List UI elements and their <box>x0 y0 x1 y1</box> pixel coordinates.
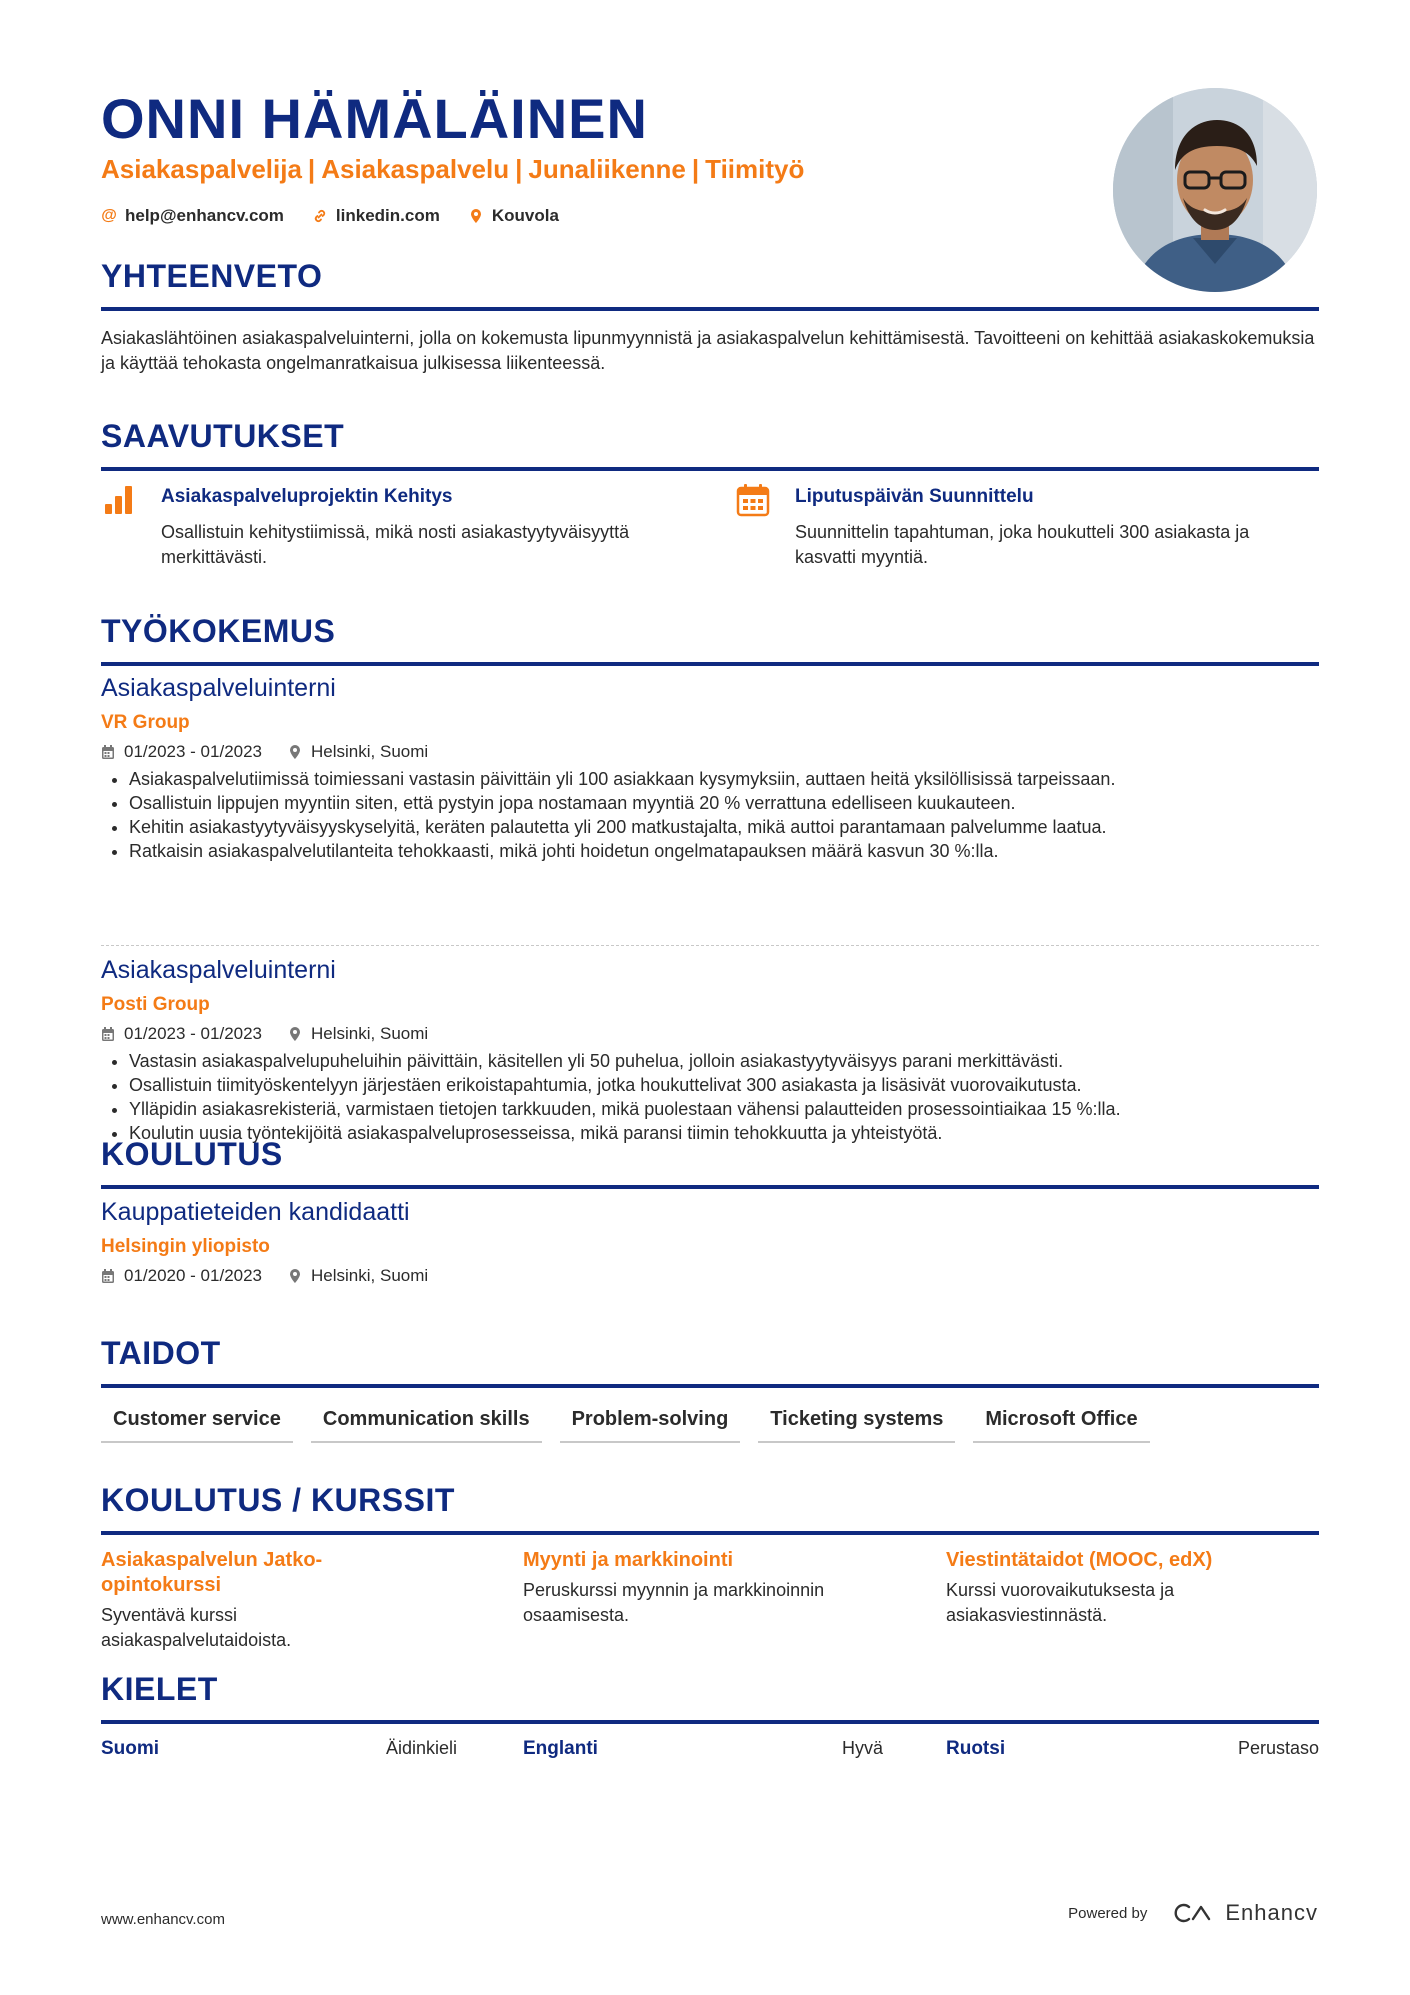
language-level: Äidinkieli <box>385 1738 457 1758</box>
course-description: Kurssi vuorovaikutuksesta ja asiakasviestinnästä. <box>946 1580 1175 1625</box>
language-level: Hyvä <box>841 1738 883 1758</box>
achievement-description: Osallistuin kehitystiimissä, mikä nosti asiakastyytyväisyyttä merkittävästi. <box>161 522 630 567</box>
job-bullets <box>101 767 1319 863</box>
headline <box>101 154 804 185</box>
skill-tag: Communication skills <box>311 1408 542 1443</box>
linkedin-text: linkedin.com <box>335 206 440 225</box>
headline-part: Asiakaspalvelu <box>321 154 510 184</box>
degree-title: Kauppatieteiden kandidaatti <box>101 1198 410 1226</box>
job-dates <box>101 1023 262 1045</box>
education-location <box>288 1265 428 1287</box>
job-location <box>288 1023 428 1045</box>
map-pin-icon <box>468 208 484 224</box>
section-divider <box>101 1720 1319 1724</box>
section-title-skills: TAIDOT <box>101 1335 221 1371</box>
job-meta <box>101 741 1319 763</box>
skill-tag: Ticketing systems <box>758 1408 955 1443</box>
language-item <box>946 1738 1319 1760</box>
job-bullet: • Koulutin uusia työntekijöitä asiakaspalveluprosesseissa, mikä paransi tiimin tehokkuutta ja yhteistyötä. <box>129 1121 1319 1145</box>
education-dates-text: 01/2020 - 01/2023 <box>124 1266 263 1285</box>
map-pin-icon <box>288 1268 302 1284</box>
contact-email[interactable] <box>101 206 284 226</box>
section-title-summary: YHTEENVETO <box>101 258 323 294</box>
link-icon <box>312 208 328 224</box>
job-title: Asiakaspalveluinterni <box>101 956 336 984</box>
headline-separator: | <box>307 154 316 184</box>
contact-linkedin[interactable] <box>312 206 440 226</box>
profile-photo <box>1113 88 1317 292</box>
job-company: Posti Group <box>101 994 210 1015</box>
calendar-icon <box>101 1268 115 1284</box>
bar-chart-icon <box>101 482 137 518</box>
brand-name: Enhancv <box>1225 1900 1318 1925</box>
headline-part: Asiakaspalvelija <box>101 154 302 184</box>
section-divider <box>101 467 1319 471</box>
enhancv-logo[interactable] <box>1171 1900 1318 1926</box>
language-level: Perustaso <box>1237 1738 1319 1758</box>
job-entry <box>101 955 1319 1145</box>
section-divider <box>101 1531 1319 1535</box>
calendar-icon <box>101 744 115 760</box>
job-location-text: Helsinki, Suomi <box>311 742 429 761</box>
job-company: VR Group <box>101 712 190 733</box>
skill-tag: Microsoft Office <box>973 1408 1149 1443</box>
powered-by-text: Powered by <box>1068 1904 1148 1922</box>
job-meta <box>101 1023 1319 1045</box>
calendar-icon <box>101 1026 115 1042</box>
course-item <box>523 1548 893 1628</box>
section-divider <box>101 307 1319 311</box>
achievement-description: Suunnittelin tapahtuman, joka houkutteli 300 asiakasta ja kasvatti myyntiä. <box>795 522 1250 567</box>
language-name: Suomi <box>101 1738 160 1759</box>
language-item <box>101 1738 457 1760</box>
candidate-name: ONNI HÄMÄLÄINEN <box>101 87 648 150</box>
location-text: Kouvola <box>491 206 559 225</box>
at-icon: @ <box>101 207 117 224</box>
contact-list <box>101 206 559 226</box>
course-title: Viestintätaidot (MOOC, edX) <box>946 1549 1213 1571</box>
section-title-experience: TYÖKOKEMUS <box>101 613 336 649</box>
course-item <box>946 1548 1246 1628</box>
education-location-text: Helsinki, Suomi <box>311 1266 429 1285</box>
job-title: Asiakaspalveluinterni <box>101 674 336 702</box>
section-divider <box>101 1185 1319 1189</box>
section-title-achievements: SAAVUTUKSET <box>101 418 345 454</box>
skill-tag: Customer service <box>101 1408 293 1443</box>
footer-website[interactable]: www.enhancv.com <box>101 1911 225 1928</box>
achievement-title: Asiakaspalveluprojektin Kehitys <box>161 486 453 507</box>
headline-part: Tiimityö <box>705 154 805 184</box>
headline-separator: | <box>515 154 523 184</box>
education-entry <box>101 1197 1319 1287</box>
map-pin-icon <box>288 744 302 760</box>
job-bullet: • Vastasin asiakaspalvelupuheluihin päivittäin, käsitellen yli 50 puhelua, jolloin asiakastyytyväisyys parani merkittävästi. <box>129 1049 1319 1073</box>
language-item <box>523 1738 883 1760</box>
headline-part: Junaliikenne <box>528 154 686 184</box>
language-name: Englanti <box>523 1738 598 1759</box>
education-meta <box>101 1265 1319 1287</box>
contact-location <box>468 206 559 226</box>
job-dates-text: 01/2023 - 01/2023 <box>124 1024 263 1043</box>
job-bullets <box>101 1049 1319 1145</box>
section-divider <box>101 662 1319 666</box>
job-dates-text: 01/2023 - 01/2023 <box>124 742 263 761</box>
job-bullet: • Ratkaisin asiakaspalvelutilanteita tehokkaasti, mikä johti hoidetun ongelmatapauksen määrä kasvun 30 %:lla. <box>129 839 1319 863</box>
course-title: Asiakaspalvelun Jatko-opintokurssi <box>101 1549 323 1596</box>
job-bullet: • Kehitin asiakastyytyväisyyskyselyitä, keräten palautetta yli 200 matkustajalta, mikä auttoi parantamaan palvelumme laatua. <box>129 815 1319 839</box>
profile-photo-illustration <box>1113 88 1317 292</box>
achievement-title: Liputuspäivän Suunnittelu <box>795 486 1034 507</box>
job-entry <box>101 673 1319 863</box>
section-title-languages: KIELET <box>101 1671 218 1707</box>
section-divider <box>101 1384 1319 1388</box>
job-bullet: • Osallistuin lippujen myyntiin siten, että pystyin jopa nostamaan myyntiä 20 % verrattuna edelliseen kuukauteen. <box>129 791 1319 815</box>
school-name: Helsingin yliopisto <box>101 1236 270 1257</box>
course-item <box>101 1548 371 1653</box>
job-location-text: Helsinki, Suomi <box>311 1024 429 1043</box>
footer-branding <box>1068 1900 1318 1926</box>
summary-text: Asiakaslähtöinen asiakaspalveluinterni, jolla on kokemusta lipunmyynnistä ja asiakaspalvelun kehittämisestä. Tavoitteeni on kehittää asiakaskokemuksia ja käyttää tehokasta ongelmanratkaisua julkisessa liikenteessä. <box>101 328 1315 373</box>
calendar-icon <box>735 482 771 518</box>
job-location <box>288 741 428 763</box>
email-text: help@enhancv.com <box>125 206 284 225</box>
headline-separator: | <box>691 154 700 184</box>
course-title: Myynti ja markkinointi <box>523 1549 734 1571</box>
job-bullet: • Osallistuin tiimityöskentelyyn järjestäen erikoistapahtumia, jotka houkuttelivat 300 asiakasta ja lisäsivät vuorovaikutusta. <box>129 1073 1319 1097</box>
skill-tag: Problem-solving <box>560 1408 741 1443</box>
language-name: Ruotsi <box>946 1738 1006 1759</box>
course-description: Peruskurssi myynnin ja markkinoinnin osaamisesta. <box>523 1580 825 1625</box>
enhancv-logo-icon <box>1171 1901 1217 1925</box>
job-bullet: • Ylläpidin asiakasrekisteriä, varmistaen tietojen tarkkuuden, mikä puolestaan vähensi palautteiden prosessointiaikaa 15 %:lla. <box>129 1097 1319 1121</box>
section-title-courses: KOULUTUS / KURSSIT <box>101 1482 455 1518</box>
education-dates <box>101 1265 262 1287</box>
skills-list <box>101 1408 1150 1443</box>
job-dates <box>101 741 262 763</box>
job-bullet: • Asiakaspalvelutiimissä toimiessani vastasin päivittäin yli 100 asiakkaan kysymyksiin, auttaen heitä yksilöllisissä tarpeissaan. <box>129 767 1319 791</box>
map-pin-icon <box>288 1026 302 1042</box>
section-title-education: KOULUTUS <box>101 1136 283 1172</box>
course-description: Syventävä kurssi asiakaspalvelutaidoista. <box>101 1605 292 1650</box>
job-divider <box>101 945 1319 946</box>
